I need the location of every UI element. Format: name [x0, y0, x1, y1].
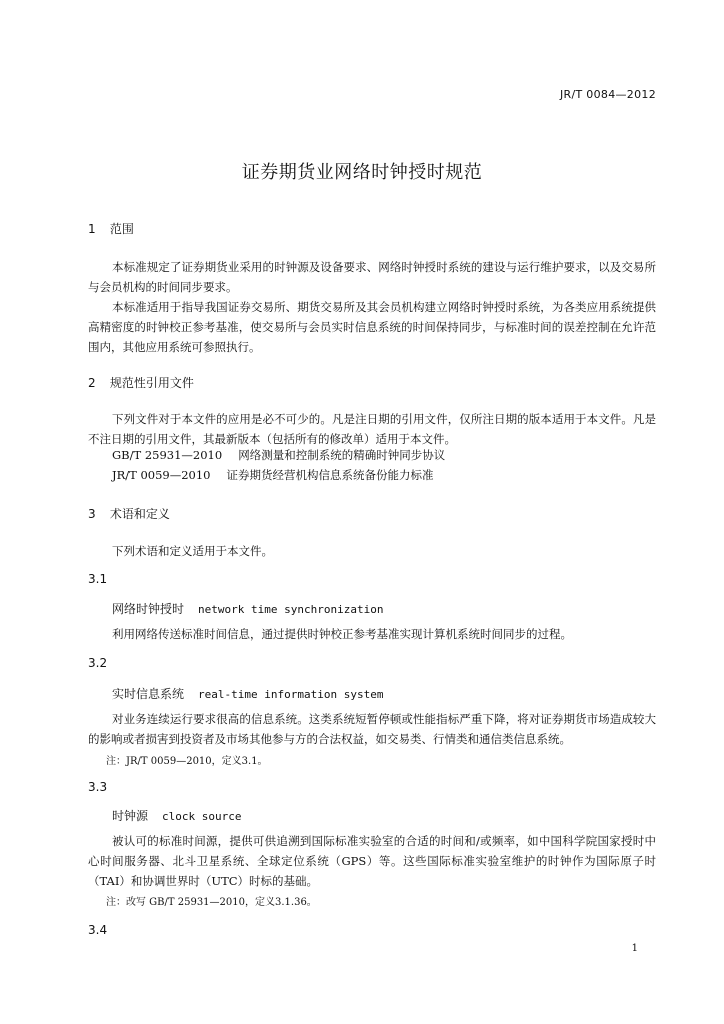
- reference-code: GB/T 25931—2010: [112, 448, 223, 462]
- reference-title: 网络测量和控制系统的精确时钟同步协议: [238, 448, 446, 462]
- paragraph: 本标准适用于指导我国证券交易所、期货交易所及其会员机构建立网络时钟授时系统，为各类应用系统提供高精密度的时钟校正参考基准，使交易所与会员实时信息系统的时间保持同步，与标准时间的误差控制在允许范围内，其他应用系统可参照执行。: [88, 300, 656, 354]
- section-heading-terms: [88, 505, 170, 522]
- term-en: network time synchronization: [198, 603, 384, 616]
- term-definition: 利用网络传送标准时间信息，通过提供时钟校正参考基准实现计算机系统时间同步的过程。: [112, 627, 572, 641]
- section-title: 规范性引用文件: [109, 376, 194, 390]
- term-entry: [112, 685, 383, 702]
- term-en: real-time information system: [198, 688, 384, 701]
- term-note: 注：改写 GB/T 25931—2010，定义3.1.36。: [106, 897, 317, 908]
- reference-title: 证券期货经营机构信息系统备份能力标准: [226, 468, 434, 482]
- term-entry: [112, 600, 383, 617]
- clause-number: 3.2: [88, 656, 108, 670]
- section-title: 术语和定义: [109, 507, 170, 521]
- clause-number: 3.1: [88, 572, 108, 586]
- reference-item: [112, 465, 434, 485]
- document-code: JR/T 0084—2012: [560, 88, 656, 101]
- section-heading-scope: [88, 220, 134, 237]
- term-zh: 网络时钟授时: [112, 602, 185, 616]
- section-number: 3: [88, 507, 96, 521]
- term-zh: 时钟源: [112, 809, 149, 823]
- section-title: 范围: [109, 222, 134, 236]
- term-zh: 实时信息系统: [112, 687, 185, 701]
- paragraph: 本标准规定了证券期货业采用的时钟源及设备要求、网络时钟授时系统的建设与运行维护要求，以及交易所与会员机构的时间同步要求。: [88, 260, 656, 294]
- section-heading-normative-references: [88, 374, 194, 391]
- paragraph: 下列文件对于本文件的应用是必不可少的。凡是注日期的引用文件，仅所注日期的版本适用于本文件。凡是不注日期的引用文件，其最新版本（包括所有的修改单）适用于本文件。: [88, 412, 656, 446]
- paragraph: 下列术语和定义适用于本文件。: [112, 544, 273, 558]
- term-entry: [112, 807, 242, 824]
- section-number: 2: [88, 376, 96, 390]
- document-title: 证券期货业网络时钟授时规范: [241, 162, 483, 183]
- reference-code: JR/T 0059—2010: [112, 468, 211, 482]
- page-number: 1: [631, 943, 638, 954]
- clause-number: 3.3: [88, 780, 108, 794]
- section-number: 1: [88, 222, 96, 236]
- term-definition: 对业务连续运行要求很高的信息系统。这类系统短暂停顿或性能指标严重下降，将对证券期货市场造成较大的影响或者损害到投资者及市场其他参与方的合法权益，如交易类、行情类和通信类信息系统。: [88, 712, 656, 746]
- term-note: 注：JR/T 0059—2010，定义3.1。: [106, 756, 268, 767]
- clause-number: 3.4: [88, 923, 108, 937]
- term-definition: 被认可的标准时间源，提供可供追溯到国际标准实验室的合适的时间和/或频率，如中国科学院国家授时中心时间服务器、北斗卫星系统、全球定位系统（GPS）等。这些国际标准实验室维护的时钟作为国际原子时（TAI）和协调世界时（UTC）时标的基础。: [88, 834, 656, 888]
- reference-item: [112, 445, 445, 465]
- term-en: clock source: [162, 810, 242, 823]
